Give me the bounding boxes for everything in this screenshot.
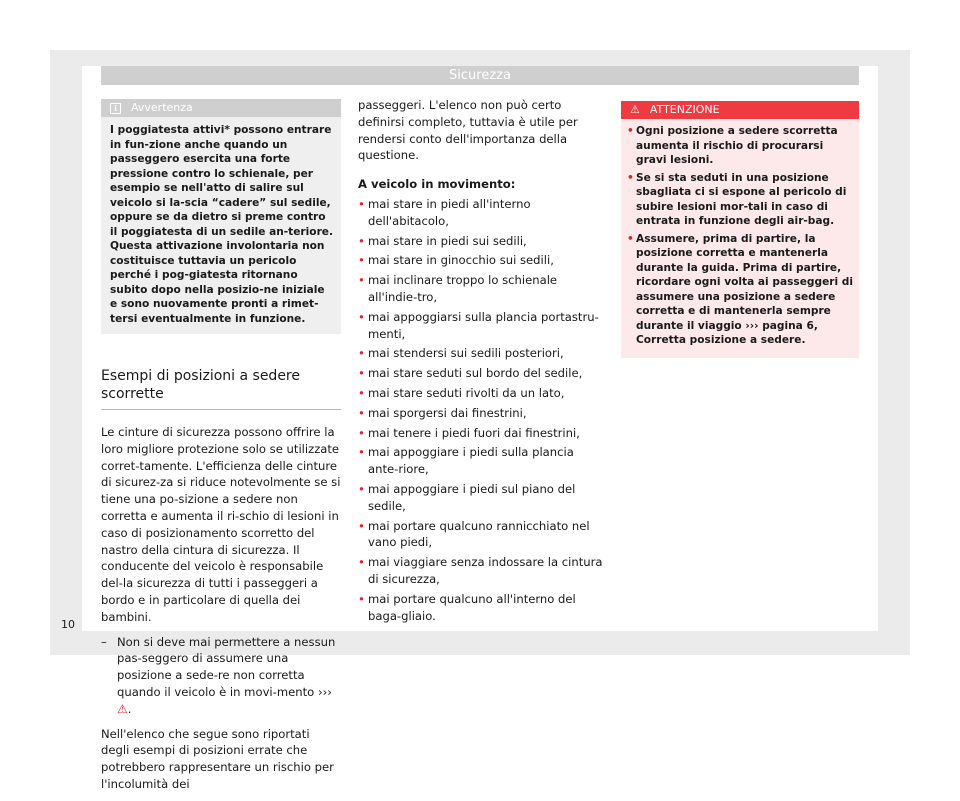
bullet-dot: •	[627, 171, 634, 184]
dash-list-item	[101, 634, 341, 718]
bullet-dot: •	[358, 309, 365, 324]
bullet-dot: •	[358, 253, 365, 268]
attention-item	[627, 124, 853, 168]
bullet-dot: •	[358, 518, 365, 533]
list-item-text: mai stare in ginocchio sui sedili,	[368, 253, 554, 268]
list-item-text: mai portare qualcuno all'interno del baga-gliaio.	[368, 591, 576, 623]
bullet-dot: •	[358, 233, 365, 248]
list-item-text: mai appoggiare i piedi sulla plancia ante-riore,	[368, 445, 574, 477]
list-item-text: mai stendersi sui sedili posteriori,	[368, 346, 564, 361]
list-item	[358, 233, 603, 250]
bullet-dot: •	[358, 425, 365, 440]
bullet-dot: •	[358, 366, 365, 381]
attention-body	[621, 119, 859, 358]
column-right	[621, 101, 859, 358]
attention-item-text: Assumere, prima di partire, la posizione corretta e mantenerla durante la guida. Prima di partire, ricordare ogni volta ai passeggeri di assumere una posizione a sedere corretta e di mantenerla sempre durante il viaggio	[636, 232, 854, 332]
attention-item	[627, 171, 853, 229]
list-item	[358, 272, 603, 306]
section-title: Esempi di posizioni a sedere scorrette	[101, 367, 341, 410]
bullet-dot: •	[358, 273, 365, 288]
list-item-text: mai portare qualcuno rannicchiato nel vano piedi,	[368, 518, 590, 550]
attention-item-text: Se si sta seduti in una posizione sbagliata ci si espone al pericolo di subire lesioni mor-tali in caso di entrata in funzione degli air-bag.	[636, 171, 847, 227]
list-item	[358, 444, 603, 478]
warning-triangle-icon: ⚠	[630, 103, 640, 116]
warning-box	[101, 99, 341, 334]
list-item	[358, 385, 603, 402]
bullet-dot: •	[358, 385, 365, 400]
bullet-dot: •	[358, 555, 365, 570]
attention-item	[627, 232, 853, 348]
list-item-text: mai appoggiare i piedi sul piano del sedile,	[368, 481, 576, 513]
page-reference-link[interactable]: ››› pagina 6, Corretta posizione a sedere.	[636, 319, 818, 346]
list-item-text: mai tenere i piedi fuori dai finestrini,	[368, 425, 580, 440]
list-item-text: mai inclinare troppo lo schienale all'indie-tro,	[368, 273, 558, 304]
attention-heading: ATTENZIONE	[649, 103, 720, 116]
list-item-text: mai sporgersi dai finestrini,	[368, 405, 527, 420]
list-item-text: mai stare seduti sul bordo del sedile,	[368, 366, 583, 381]
info-icon: i	[110, 103, 121, 114]
column-left	[101, 99, 341, 801]
dash-item-content: Non si deve mai permettere a nessun pas-seggero di assumere una posizione a sede-re non corretta quando il veicolo è in movi-mento ››› ⚠.	[117, 634, 336, 716]
list-item-text: mai appoggiarsi sulla plancia portastru-menti,	[368, 309, 599, 341]
list-item	[358, 518, 603, 552]
bullet-dot: •	[627, 125, 634, 137]
warning-header	[101, 99, 341, 117]
bullet-dot: •	[358, 196, 365, 211]
list-item-text: mai stare in piedi sui sedili,	[368, 233, 527, 248]
column2-subheading: A veicolo in movimento:	[358, 177, 516, 192]
list-item-text: mai stare in piedi all'interno dell'abitacolo,	[368, 196, 531, 228]
list-item	[358, 405, 603, 422]
warning-heading: Avvertenza	[131, 101, 193, 114]
page-number: 10	[61, 618, 75, 631]
warning-text: I poggiatesta attivi* possono entrare in fun-zione anche quando un passeggero esercita una forte pressione contro lo schienale, per esempio se nell'atto di salire sul veicolo si la-scia “cadere” sul sedile, oppure se da dietro si preme contro il poggiatesta di un sedile an-teriore. Questa attivazione involontaria non costituisce tuttavia un pericolo perché i pog-giatesta ritornano subito dopo nella posizio-ne iniziale e sono nuovamente pronti a rimet-tersi eventualmente in funzione.	[110, 124, 334, 325]
attention-header	[621, 101, 859, 119]
bullet-dot: •	[358, 445, 365, 460]
reference-arrows[interactable]: ›››	[317, 684, 332, 699]
list-item	[358, 365, 603, 382]
bullet-list	[358, 196, 603, 624]
chapter-header: Sicurezza	[101, 66, 859, 85]
list-item-text: mai viaggiare senza indossare la cintura di sicurezza,	[368, 555, 603, 586]
column2-intro: passeggeri. L'elenco non può certo definirsi completo, tuttavia è utile per rendersi conto dell'importanza della questione.	[358, 98, 578, 163]
list-item	[358, 554, 603, 588]
list-item	[358, 591, 603, 625]
list-item	[358, 481, 603, 515]
list-item	[358, 196, 603, 230]
list-item	[358, 345, 603, 362]
list-item	[358, 425, 603, 442]
bullet-dot: •	[358, 405, 365, 420]
dash-item-text: Non si deve mai permettere a nessun pas-seggero di assumere una posizione a sede-re non corretta quando il veicolo è in movi-mento	[117, 634, 336, 699]
column-middle	[358, 97, 603, 627]
warning-triangle-icon[interactable]: ⚠	[117, 701, 128, 716]
attention-item-text: Ogni posizione a sedere scorretta aumenta il rischio di procurarsi gravi lesioni.	[636, 125, 838, 166]
attention-item-content	[636, 232, 853, 348]
list-item	[358, 309, 603, 343]
bullet-dot: •	[627, 232, 634, 245]
attention-box	[621, 101, 859, 358]
bullet-dot: •	[358, 591, 365, 606]
section-paragraph-2: Nell'elenco che segue sono riportati degli esempi di posizioni errate che potrebbero rappresentare un rischio per l'incolumità dei	[101, 726, 334, 791]
bullet-dot: •	[358, 346, 365, 361]
section-paragraph-1: Le cinture di sicurezza possono offrire la loro migliore protezione solo se utilizzate corret-tamente. L'efficienza delle cinture di sicurez-za si riduce notevolmente se si tiene una po-sizione a sedere non corretta e aumenta il ri-schio di lesioni in caso di posizionamento scorretto del nastro della cintura di sicurezza. Il conducente del veicolo è responsabile del-la sicurezza di tutti i passeggeri a bordo e in particolare di quella dei bambini.	[101, 425, 341, 624]
bullet-dot: •	[358, 481, 365, 496]
list-item-text: mai stare seduti rivolti da un lato,	[368, 385, 565, 400]
list-item	[358, 252, 603, 269]
dash-marker: –	[101, 634, 107, 649]
